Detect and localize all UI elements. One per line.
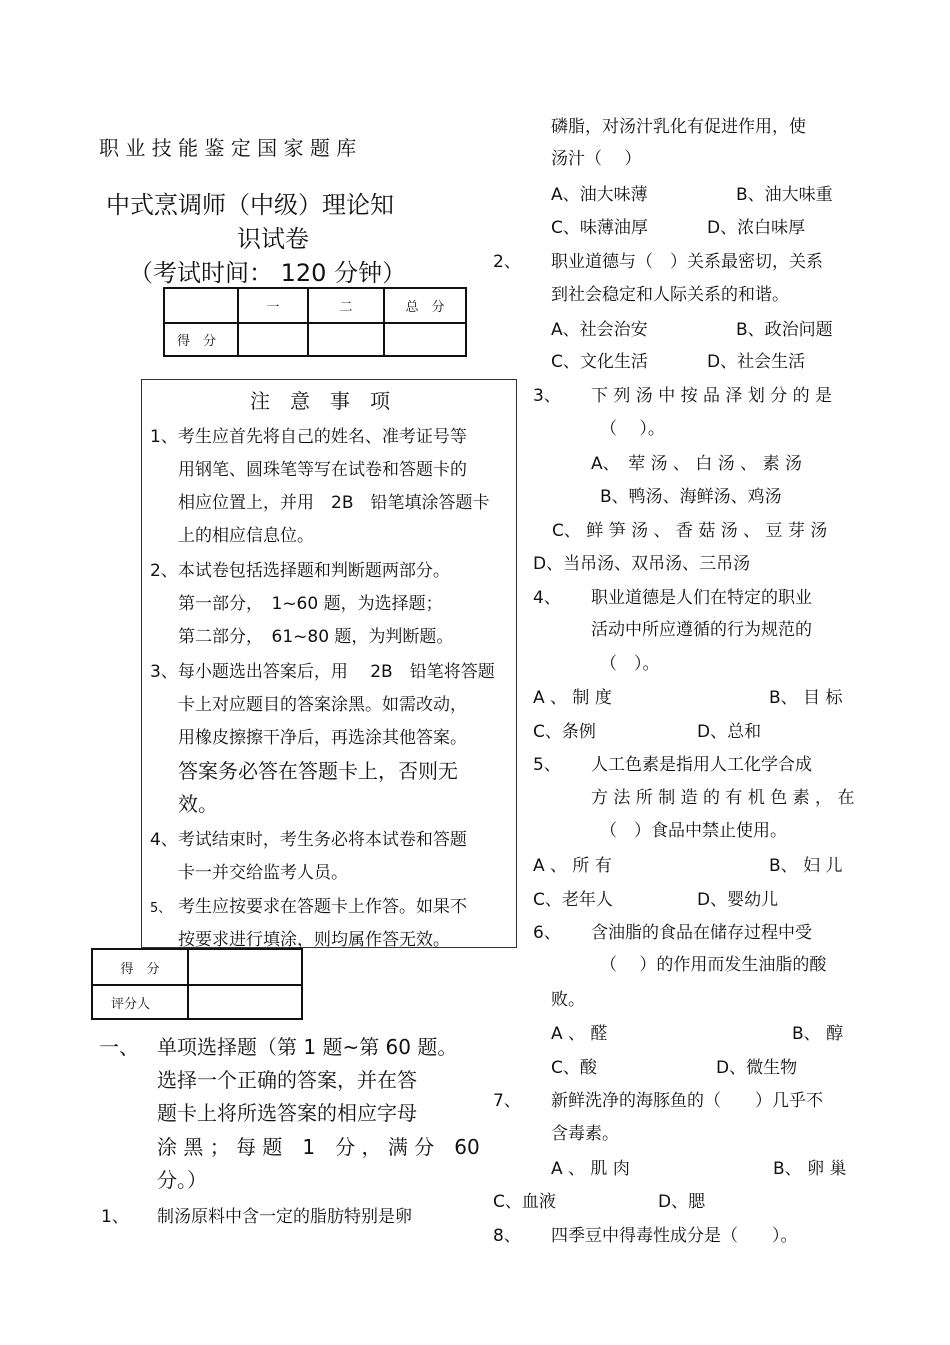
q3-stem-line: 下 列 汤 中 按 品 泽 划 分 的 是 — [591, 386, 833, 406]
notice-item-5-number: 5、 — [150, 901, 172, 916]
q4-stem-line: 职业道德是人们在特定的职业 — [591, 588, 812, 608]
q6-option-b: B、 醇 — [792, 1024, 844, 1044]
q4-option-a: A 、 制 度 — [533, 688, 612, 708]
notice-line: 3、每小题选出答案后，用 2B 铅笔将答题 — [150, 662, 495, 682]
q7-number: 7、 — [493, 1091, 521, 1111]
q3-stem-line: （ ）。 — [600, 419, 665, 439]
score-table-header-blank — [164, 288, 238, 323]
q6-number: 6、 — [533, 923, 561, 943]
q4-option-d: D、总和 — [697, 722, 762, 742]
q1-stem-line: 制汤原料中含一定的脂肪特别是卵 — [157, 1207, 412, 1227]
q7-option-c: C、血液 — [493, 1192, 556, 1212]
q3-number: 3、 — [533, 386, 561, 406]
score-table-header-total: 总 分 — [384, 288, 466, 323]
section-1-instruction: 分。） — [157, 1168, 207, 1192]
q1-option-c: C、味薄油厚 — [551, 218, 648, 238]
grader-name-label: 评分人 — [92, 985, 188, 1019]
notice-line: 卡一并交给监考人员。 — [178, 863, 348, 883]
section-1-instruction: 选择一个正确的答案，并在答 — [157, 1068, 417, 1092]
q1-stem-line: 汤汁（ ） — [551, 149, 642, 169]
q7-option-d: D、腮 — [658, 1192, 706, 1212]
q8-number: 8、 — [493, 1226, 521, 1246]
score-table-header-part-2: 二 — [308, 288, 384, 323]
q1-option-b: B、油大味重 — [736, 185, 833, 205]
q5-option-b: B、 妇 儿 — [769, 856, 843, 876]
q5-option-c: C、老年人 — [533, 890, 613, 910]
q4-option-c: C、条例 — [533, 722, 596, 742]
q2-stem-line: 到社会稳定和人际关系的和谐。 — [551, 285, 789, 305]
q4-option-b: B、 目 标 — [769, 688, 843, 708]
paper-title-line-2: 识试卷 — [237, 225, 309, 253]
q5-stem-line: （ ）食品中禁止使用。 — [600, 821, 787, 841]
grader-name-cell — [188, 985, 302, 1019]
q6-option-c: C、酸 — [551, 1058, 597, 1078]
notice-line: 考生应按要求在答题卡上作答。如果不 — [178, 897, 467, 917]
q1-option-d: D、浓白味厚 — [707, 218, 806, 238]
notice-line: 答案务必答在答题卡上，否则无 — [178, 759, 458, 783]
score-cell-total — [384, 323, 466, 356]
q6-stem-line: （ ）的作用而发生油脂的酸 — [600, 955, 827, 975]
notice-line: 相应位置上，并用 2B 铅笔填涂答题卡 — [178, 493, 490, 513]
q5-number: 5、 — [533, 755, 561, 775]
q4-number: 4、 — [533, 588, 561, 608]
q6-option-a: A 、 醛 — [551, 1024, 608, 1044]
notice-line: 上的相应信息位。 — [178, 526, 314, 546]
section-1-instruction: 涂 黑 ； 每 题 1 分 ， 满 分 60 — [157, 1135, 480, 1159]
q2-option-c: C、文化生活 — [551, 352, 648, 372]
paper-title-line-1: 中式烹调师（中级）理论知 — [106, 191, 394, 219]
grader-score-label: 得 分 — [92, 949, 188, 985]
q1-number: 1、 — [101, 1207, 129, 1227]
q5-option-d: D、婴幼儿 — [697, 890, 779, 910]
q1-option-a: A、油大味薄 — [551, 185, 648, 205]
grader-score-cell — [188, 949, 302, 985]
score-cell-part-1 — [238, 323, 308, 356]
notice-line: 4、考试结束时，考生务必将本试卷和答题 — [150, 830, 467, 850]
notice-line: 按要求进行填涂，则均属作答无效。 — [178, 930, 450, 950]
q6-option-d: D、微生物 — [716, 1058, 798, 1078]
notice-line: 第二部分， 61~80 题，为判断题。 — [178, 627, 454, 647]
q2-option-b: B、政治问题 — [736, 320, 833, 340]
q1-stem-line: 磷脂，对汤汁乳化有促进作用，使 — [551, 117, 806, 137]
section-1-instruction: 题卡上将所选答案的相应字母 — [157, 1101, 417, 1125]
score-table-header-part-1: 一 — [238, 288, 308, 323]
q2-number: 2、 — [493, 252, 521, 272]
q3-option-a: A、 荤 汤 、 白 汤 、 素 汤 — [591, 454, 802, 474]
q6-stem-line: 含油脂的食品在储存过程中受 — [591, 923, 812, 943]
q2-stem-line: 职业道德与（ ）关系最密切，关系 — [551, 252, 823, 272]
q2-option-a: A、社会治安 — [551, 320, 648, 340]
notice-line: 1、考生应首先将自己的姓名、准考证号等 — [150, 427, 467, 447]
q4-stem-line: 活动中所应遵循的行为规范的 — [591, 620, 812, 640]
q7-stem-line: 含毒素。 — [551, 1124, 619, 1144]
q2-option-d: D、社会生活 — [707, 352, 806, 372]
notice-line: 卡上对应题目的答案涂黑。如需改动， — [178, 695, 467, 715]
score-cell-part-2 — [308, 323, 384, 356]
q3-option-c: C、 鲜 笋 汤 、 香 菇 汤 、 豆 芽 汤 — [552, 521, 828, 541]
notice-line: 效。 — [178, 792, 218, 816]
q8-stem-line: 四季豆中得毒性成分是（ ）。 — [551, 1226, 798, 1246]
notice-line: 第一部分， 1~60 题，为选择题； — [178, 594, 443, 614]
notice-line: 用钢笔、圆珠笔等写在试卷和答题卡的 — [178, 460, 467, 480]
q7-option-a: A 、 肌 肉 — [551, 1159, 630, 1179]
q5-option-a: A 、 所 有 — [533, 856, 612, 876]
section-1-number: 一、 — [99, 1035, 139, 1059]
q7-stem-line: 新鲜洗净的海豚鱼的（ ）几乎不 — [551, 1091, 823, 1111]
q7-option-b: B、 卵 巢 — [773, 1159, 847, 1179]
q5-stem-line: 方 法 所 制 造 的 有 机 色 素 ， 在 — [591, 788, 855, 808]
q3-option-b: B、鸭汤、海鲜汤、鸡汤 — [600, 487, 782, 507]
q6-stem-line: 败。 — [551, 990, 585, 1010]
notice-title: 注 意 事 项 — [250, 389, 390, 413]
question-bank-title: 职 业 技 能 鉴 定 国 家 题 库 — [99, 136, 357, 160]
grader-table — [91, 948, 303, 1020]
score-table-row-label: 得 分 — [164, 323, 238, 356]
q4-stem-line: （ ）。 — [600, 654, 660, 674]
notice-line: 2、本试卷包括选择题和判断题两部分。 — [150, 561, 450, 581]
score-table — [163, 287, 467, 357]
section-1-instruction: 单项选择题（第 1 题~第 60 题。 — [157, 1035, 458, 1059]
q3-option-d: D、当吊汤、双吊汤、三吊汤 — [533, 554, 751, 574]
exam-time: （考试时间： 120 分钟） — [129, 259, 407, 287]
q5-stem-line: 人工色素是指用人工化学合成 — [591, 755, 812, 775]
notice-line: 用橡皮擦擦干净后，再选涂其他答案。 — [178, 728, 467, 748]
